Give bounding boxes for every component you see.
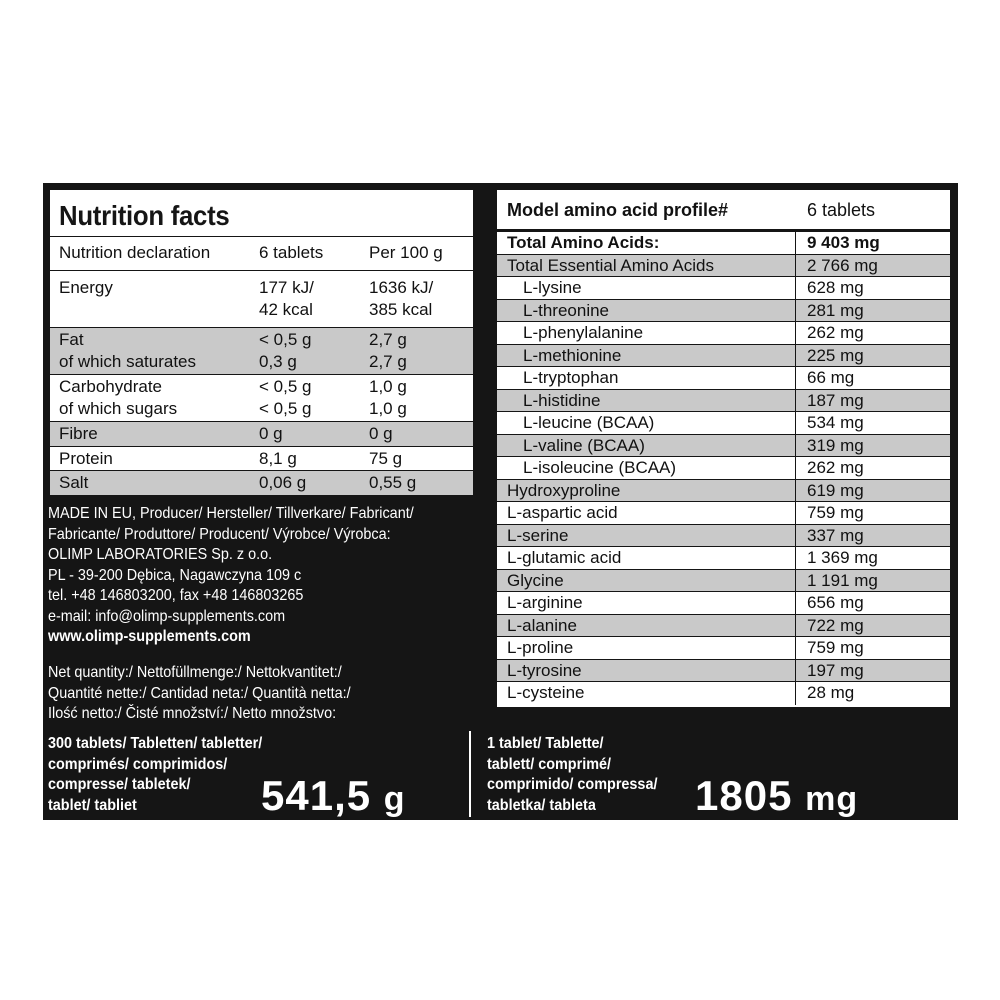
amino-acid-row	[497, 570, 950, 593]
nutrition-header-serving: 6 tablets	[259, 243, 324, 262]
amino-acid-name: L-glutamic acid	[507, 548, 622, 567]
nutrition-header-declaration: Nutrition declaration	[59, 243, 211, 262]
nutrition-name: Fibre	[59, 424, 98, 443]
nutrition-per100-value-cell	[369, 472, 416, 494]
amino-acid-value: 534 mg	[807, 413, 864, 432]
amino-acid-name: L-isoleucine (BCAA)	[523, 458, 677, 477]
nutrition-name-cell	[59, 448, 113, 470]
nutrition-serving-value: 8,1 g	[259, 448, 297, 468]
pack-count-line: compresse/ tabletek/	[48, 776, 191, 793]
column-separator	[795, 322, 796, 344]
amino-acid-name: Total Amino Acids:	[507, 233, 660, 252]
column-separator	[795, 592, 796, 614]
producer-line: tel. +48 146803200, fax +48 146803265	[48, 587, 304, 604]
amino-acid-row	[497, 592, 950, 615]
nutrition-name: Carbohydrate	[59, 377, 163, 396]
column-separator	[795, 637, 796, 659]
column-separator	[795, 570, 796, 592]
nutrition-serving-value-cell	[259, 329, 311, 373]
nutrition-per100-value-cell	[369, 448, 402, 470]
nutrition-serving-value: < 0,5 g	[259, 399, 312, 418]
column-separator	[795, 232, 796, 254]
nutrition-serving-value: 0,3 g	[259, 352, 297, 371]
amino-acid-row	[497, 367, 950, 390]
column-separator	[795, 345, 796, 367]
nutrition-row	[50, 327, 473, 374]
pack-divider	[469, 731, 471, 817]
amino-acid-row	[497, 255, 950, 278]
column-separator	[795, 277, 796, 299]
tablet-weight-line: tabletka/ tableta	[487, 796, 596, 814]
nutrition-name-cell	[59, 329, 196, 373]
nutrition-row	[50, 470, 473, 495]
amino-acid-name: L-phenylalanine	[523, 323, 644, 342]
nutrition-name-cell	[59, 376, 177, 420]
nutrition-name-cell	[59, 277, 113, 299]
amino-acid-row	[497, 435, 950, 458]
nutrition-per100-value: 2,7 g	[369, 352, 407, 371]
amino-acid-name: L-proline	[507, 638, 574, 657]
nutrition-name: of which sugars	[59, 399, 178, 418]
amino-acid-row	[497, 502, 950, 525]
tablet-weight-amount: 1805	[695, 772, 793, 819]
net-quantity-info	[48, 663, 351, 725]
producer-line: OLIMP LABORATORIES Sp. z o.o.	[48, 546, 273, 563]
amino-acid-value: 9 403 mg	[807, 233, 880, 252]
net-quantity-line: Ilość netto:/ Čisté množství:/ Netto množstvo:	[48, 705, 337, 722]
nutrition-name: of which saturates	[59, 352, 197, 371]
amino-acid-row	[497, 682, 950, 705]
pack-count-text	[48, 734, 262, 816]
nutrition-table	[50, 236, 473, 495]
pack-count-line: 300 tablets/ Tabletten/ tabletter/	[48, 735, 263, 752]
nutrition-serving-value: 0 g	[259, 424, 283, 443]
amino-acid-name: L-arginine	[507, 593, 583, 612]
amino-acid-value: 262 mg	[807, 458, 864, 477]
nutrition-serving-value: 0,06 g	[259, 473, 307, 492]
amino-acid-name: L-lysine	[523, 278, 582, 297]
nutrition-per100-value-cell	[369, 376, 407, 420]
nutrition-serving-value-cell	[259, 448, 297, 470]
amino-acid-value: 759 mg	[807, 503, 864, 522]
amino-acid-table	[497, 232, 950, 705]
amino-acid-name: L-leucine (BCAA)	[523, 413, 655, 432]
amino-acid-value: 1 369 mg	[807, 548, 878, 567]
amino-acid-row	[497, 457, 950, 480]
nutrition-per100-value: 0 g	[369, 424, 393, 443]
nutrition-name: Fat	[59, 330, 84, 349]
nutrition-header-per100: Per 100 g	[369, 243, 443, 262]
net-quantity-line: Net quantity:/ Nettofüllmenge:/ Nettokvantitet:/	[48, 664, 342, 681]
nutrition-serving-value: < 0,5 g	[259, 377, 312, 396]
producer-line: e-mail: info@olimp-supplements.com	[48, 607, 286, 625]
nutrition-serving-value-cell	[259, 423, 283, 445]
amino-acid-name: L-valine (BCAA)	[523, 435, 645, 455]
column-separator	[795, 615, 796, 637]
amino-acid-header	[497, 190, 950, 232]
amino-acid-row	[497, 615, 950, 638]
column-separator	[795, 480, 796, 502]
amino-acid-name: L-tryptophan	[523, 368, 619, 387]
pack-count-line: tablet/ tabliet	[48, 796, 137, 814]
amino-acid-value: 262 mg	[807, 323, 864, 342]
nutrition-serving-value: 177 kJ/	[259, 278, 314, 297]
amino-acid-value: 619 mg	[807, 480, 864, 500]
column-separator	[795, 412, 796, 434]
net-weight-amount: 541,5	[261, 772, 372, 819]
nutrition-per100-value: 1,0 g	[369, 377, 407, 396]
amino-acid-row	[497, 322, 950, 345]
amino-acid-row	[497, 412, 950, 435]
column-separator	[795, 457, 796, 479]
amino-acid-value: 197 mg	[807, 660, 864, 680]
column-separator	[795, 255, 796, 277]
amino-acid-row	[497, 300, 950, 323]
amino-acid-row	[497, 390, 950, 413]
nutrition-per100-value: 1,0 g	[369, 399, 407, 418]
tablet-weight-unit: mg	[805, 780, 859, 818]
column-separator	[795, 367, 796, 389]
amino-acid-name: L-histidine	[523, 390, 601, 410]
nutrition-name: Salt	[59, 473, 89, 492]
nutrition-per100-value: 0,55 g	[369, 473, 417, 492]
nutrition-serving-value: 42 kcal	[259, 300, 313, 319]
net-weight-unit: g	[383, 780, 406, 818]
tablet-weight-line: tablett/ comprimé/	[487, 755, 612, 773]
tablet-weight-line: comprimido/ compressa/	[487, 776, 658, 793]
amino-acid-row	[497, 345, 950, 368]
nutrition-per100-value: 385 kcal	[369, 300, 433, 319]
column-separator	[795, 660, 796, 682]
amino-acid-name: L-tyrosine	[507, 660, 582, 680]
nutrition-serving-value-cell	[259, 376, 311, 420]
amino-acid-serving: 6 tablets	[807, 200, 876, 220]
amino-acid-row	[497, 277, 950, 300]
nutrition-per100-value-cell	[369, 329, 407, 373]
producer-line: Fabricante/ Produttore/ Producent/ Výrobce/ Výrobca:	[48, 525, 391, 543]
amino-acid-name: L-aspartic acid	[507, 503, 618, 522]
nutrition-row	[50, 446, 473, 471]
net-weight-value	[261, 772, 406, 820]
amino-acid-name: Glycine	[507, 570, 564, 590]
column-separator	[795, 502, 796, 524]
nutrition-row	[50, 421, 473, 446]
tablet-weight-line: 1 tablet/ Tablette/	[487, 735, 604, 752]
amino-acid-value: 319 mg	[807, 435, 864, 455]
amino-acid-value: 225 mg	[807, 345, 864, 365]
amino-acid-value: 759 mg	[807, 638, 864, 657]
amino-acid-value: 656 mg	[807, 593, 864, 612]
nutrition-per100-value: 1636 kJ/	[369, 278, 434, 297]
column-separator	[795, 390, 796, 412]
nutrition-per100-value: 2,7 g	[369, 330, 407, 349]
amino-acid-row	[497, 232, 950, 255]
amino-acid-profile-box	[495, 188, 952, 709]
amino-acid-value: 1 191 mg	[807, 570, 878, 590]
net-quantity-line: Quantité nette:/ Cantidad neta:/ Quantità netta:/	[48, 684, 351, 702]
amino-acid-value: 281 mg	[807, 300, 864, 320]
nutrition-facts-title: Nutrition facts	[59, 200, 230, 231]
amino-acid-name: L-threonine	[523, 300, 610, 320]
amino-acid-name: Total Essential Amino Acids	[507, 255, 714, 275]
producer-line: PL - 39-200 Dębica, Nagawczyna 109 c	[48, 566, 302, 584]
nutrition-facts-box	[48, 188, 475, 490]
nutrition-serving-value-cell	[259, 472, 306, 494]
nutrition-name-cell	[59, 423, 98, 445]
supplement-label-panel	[43, 183, 958, 820]
column-separator	[795, 435, 796, 457]
amino-acid-value: 66 mg	[807, 368, 855, 387]
amino-acid-name: L-cysteine	[507, 683, 585, 702]
amino-acid-row	[497, 637, 950, 660]
tablet-weight-value	[695, 772, 858, 820]
column-separator	[795, 547, 796, 569]
tablet-weight-text	[487, 734, 657, 816]
amino-acid-row	[497, 525, 950, 548]
amino-acid-value: 187 mg	[807, 390, 864, 410]
nutrition-per100-value-cell	[369, 423, 393, 445]
nutrition-serving-value: < 0,5 g	[259, 330, 312, 349]
amino-acid-value: 2 766 mg	[807, 255, 878, 275]
column-separator	[795, 682, 796, 705]
column-separator	[795, 300, 796, 322]
amino-acid-value: 722 mg	[807, 615, 864, 635]
producer-info	[48, 504, 414, 648]
nutrition-header-row	[50, 236, 473, 270]
producer-website: www.olimp-supplements.com	[48, 628, 251, 645]
amino-acid-name: L-alanine	[507, 615, 577, 635]
nutrition-row	[50, 270, 473, 327]
nutrition-name: Protein	[59, 448, 113, 468]
amino-acid-title: Model amino acid profile#	[507, 200, 729, 220]
nutrition-name: Energy	[59, 278, 113, 297]
nutrition-serving-value-cell	[259, 277, 314, 321]
nutrition-name-cell	[59, 472, 88, 494]
nutrition-per100-value-cell	[369, 277, 433, 321]
producer-line: MADE IN EU, Producer/ Hersteller/ Tillverkare/ Fabricant/	[48, 505, 414, 522]
amino-acid-name: L-methionine	[523, 345, 622, 365]
amino-acid-row	[497, 547, 950, 570]
nutrition-row	[50, 374, 473, 421]
pack-count-line: comprimés/ comprimidos/	[48, 755, 228, 773]
amino-acid-value: 28 mg	[807, 683, 855, 702]
amino-acid-name: Hydroxyproline	[507, 480, 621, 500]
amino-acid-value: 628 mg	[807, 278, 864, 297]
amino-acid-row	[497, 480, 950, 503]
column-separator	[795, 525, 796, 547]
nutrition-per100-value: 75 g	[369, 448, 403, 468]
amino-acid-name: L-serine	[507, 525, 569, 545]
amino-acid-row	[497, 660, 950, 683]
amino-acid-value: 337 mg	[807, 525, 864, 545]
